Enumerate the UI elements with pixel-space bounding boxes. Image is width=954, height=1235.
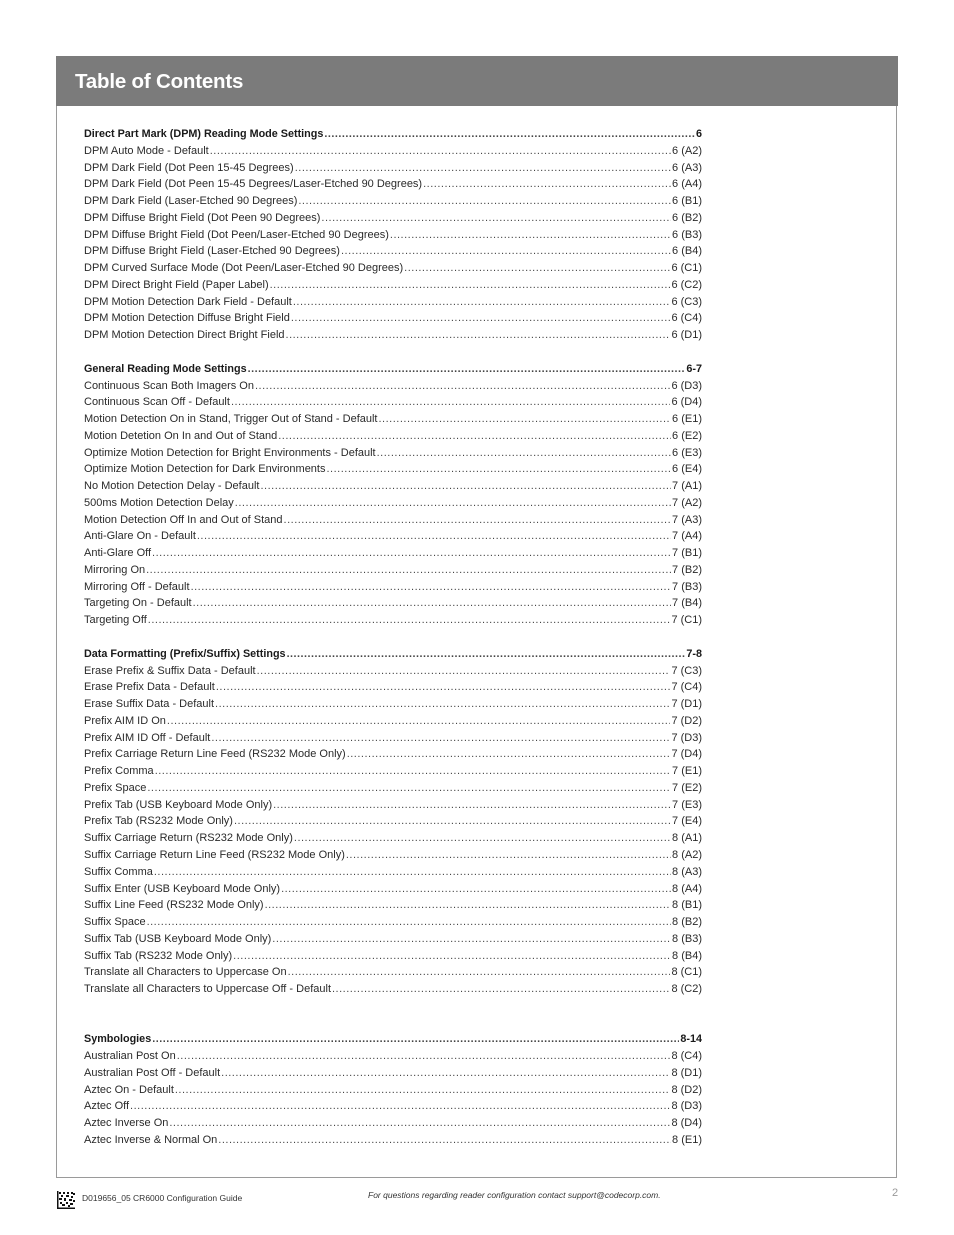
toc-entry-page: 8 (A1): [672, 832, 702, 845]
toc-entry[interactable]: [84, 713, 702, 730]
toc-entry-label: Optimize Motion Detection for Dark Environments: [84, 463, 326, 476]
toc-entry-page: 6 (C1): [671, 262, 702, 275]
toc-entry-label: Optimize Motion Detection for Bright Environments - Default: [84, 446, 376, 459]
toc-entry-page: 8 (D3): [671, 1100, 702, 1113]
toc-entry-page: 6 (A4): [672, 178, 702, 191]
toc-entry-page: 6 (B4): [672, 245, 702, 258]
dot-leader: [260, 478, 671, 495]
dot-leader: [148, 612, 671, 629]
dot-leader: [294, 830, 671, 847]
toc-entry[interactable]: [84, 327, 702, 344]
toc-entry-page: 8 (C1): [671, 966, 702, 979]
toc-entry-page: 7 (E1): [672, 765, 702, 778]
dot-leader: [287, 646, 686, 663]
toc-entry-label: Australian Post On: [84, 1050, 176, 1063]
toc-entry[interactable]: [84, 964, 702, 981]
toc-entry-page: 7 (A2): [672, 496, 702, 509]
toc-entry-label: DPM Diffuse Bright Field (Dot Peen 90 Degrees): [84, 211, 321, 224]
dot-leader: [257, 663, 671, 680]
toc-entry-label: DPM Diffuse Bright Field (Laser-Etched 90 Degrees): [84, 245, 340, 258]
toc-entry-label: Motion Detection On in Stand, Trigger Out of Stand - Default: [84, 413, 378, 426]
toc-entry-page: 8 (E1): [672, 1133, 702, 1146]
toc-entry-page: 7 (A4): [672, 530, 702, 543]
toc-header-bar: [56, 56, 898, 106]
toc-entry-label: DPM Auto Mode - Default: [84, 144, 209, 157]
toc-entry[interactable]: [84, 696, 702, 713]
toc-entry[interactable]: [84, 176, 702, 193]
toc-entry[interactable]: [84, 143, 702, 160]
toc-entry-page: 8 (B4): [672, 949, 702, 962]
toc-entry-page: 7 (D2): [671, 714, 702, 727]
dot-leader: [146, 562, 671, 579]
dot-leader: [231, 394, 671, 411]
toc-entry[interactable]: [84, 579, 702, 596]
toc-entry[interactable]: [84, 679, 702, 696]
dot-leader: [193, 595, 671, 612]
toc-entry-label: Targeting On - Default: [84, 597, 192, 610]
toc-entry[interactable]: [84, 528, 702, 545]
toc-entry-label: Suffix Comma: [84, 865, 153, 878]
dot-leader: [147, 780, 671, 797]
dot-leader: [218, 1132, 671, 1149]
dot-leader: [377, 445, 671, 462]
toc-entry-page: 8 (A2): [672, 848, 702, 861]
toc-entry[interactable]: [84, 1048, 702, 1065]
toc-entry-page: 6 (E3): [672, 446, 702, 459]
toc-entry-page: 7 (B2): [672, 563, 702, 576]
toc-entry-page: 7 (B4): [672, 597, 702, 610]
dot-leader: [341, 243, 671, 260]
toc-entry[interactable]: [84, 931, 702, 948]
toc-entry-page: 7 (C1): [671, 614, 702, 627]
toc-entry-page: 6 (E1): [672, 413, 702, 426]
dot-leader: [175, 1082, 671, 1099]
dot-leader: [233, 948, 671, 965]
toc-entry-page: 7 (A3): [672, 513, 702, 526]
toc-entry-label: DPM Dark Field (Dot Peen 15-45 Degrees): [84, 161, 294, 174]
toc-entry-label: Suffix Space: [84, 916, 146, 929]
toc-entry[interactable]: [84, 411, 702, 428]
toc-entry-label: Suffix Enter (USB Keyboard Mode Only): [84, 882, 281, 895]
toc-entry[interactable]: [84, 881, 702, 898]
toc-entry-label: Anti-Glare On - Default: [84, 530, 196, 543]
toc-entry[interactable]: [84, 1082, 702, 1099]
toc-entry-label: Translate all Characters to Uppercase On: [84, 966, 287, 979]
toc-entry-page: 6 (D1): [671, 329, 702, 342]
toc-entry-page: 6 (A2): [672, 144, 702, 157]
toc-entry-label: Erase Suffix Data - Default: [84, 698, 215, 711]
dot-leader: [324, 126, 695, 143]
toc-entry-page: 8 (A4): [672, 882, 702, 895]
dot-leader: [278, 428, 671, 445]
dot-leader: [286, 327, 671, 344]
toc-entry[interactable]: [84, 562, 702, 579]
toc-entry-label: Targeting Off: [84, 614, 147, 627]
dot-leader: [423, 176, 671, 193]
toc-entry[interactable]: [84, 512, 702, 529]
toc-entry[interactable]: [84, 260, 702, 277]
toc-section-title: Symbologies: [84, 1033, 152, 1046]
toc-entry[interactable]: [84, 378, 702, 395]
toc-entry-label: Australian Post Off - Default: [84, 1066, 221, 1079]
toc-entry-page: 6 (C2): [671, 278, 702, 291]
dot-leader: [281, 881, 671, 898]
footer-contact-note: For questions regarding reader configuration contact support@codecorp.com.: [368, 1190, 661, 1200]
toc-entry-label: Aztec Inverse On: [84, 1117, 169, 1130]
toc-entry[interactable]: [84, 445, 702, 462]
toc-entry-page: 7 (B3): [672, 580, 702, 593]
toc-entry[interactable]: [84, 394, 702, 411]
toc-entry[interactable]: [84, 663, 702, 680]
toc-entry[interactable]: [84, 193, 702, 210]
toc-section-heading[interactable]: [84, 361, 702, 378]
toc-entry[interactable]: [84, 160, 702, 177]
toc-entry[interactable]: [84, 948, 702, 965]
toc-entry-label: Prefix Comma: [84, 765, 154, 778]
dot-leader: [265, 897, 671, 914]
dot-leader: [177, 1048, 671, 1065]
dot-leader: [379, 411, 672, 428]
dot-leader: [130, 1098, 670, 1115]
toc-entry-label: 500ms Motion Detection Delay: [84, 496, 234, 509]
toc-section-title: Data Formatting (Prefix/Suffix) Settings: [84, 647, 286, 660]
toc-entry-label: Aztec Inverse & Normal On: [84, 1133, 218, 1146]
dot-leader: [221, 1065, 670, 1082]
toc-entry-label: Aztec On - Default: [84, 1083, 174, 1096]
toc-entry[interactable]: [84, 1132, 702, 1149]
toc-entry-label: Continuous Scan Both Imagers On: [84, 379, 254, 392]
toc-section-heading[interactable]: [84, 1031, 702, 1048]
toc-entry-label: DPM Motion Detection Direct Bright Field: [84, 329, 285, 342]
table-of-contents: [84, 126, 702, 1149]
toc-section-heading[interactable]: [84, 126, 702, 143]
dot-leader: [346, 847, 671, 864]
toc-entry-label: Suffix Tab (USB Keyboard Mode Only): [84, 932, 272, 945]
toc-entry-page: 6 (E4): [672, 463, 702, 476]
toc-entry-page: 7 (A1): [672, 480, 702, 493]
toc-entry-page: 8 (D1): [671, 1066, 702, 1079]
toc-entry[interactable]: [84, 1098, 702, 1115]
dot-leader: [291, 310, 671, 327]
toc-entry[interactable]: [84, 763, 702, 780]
toc-entry-label: Erase Prefix Data - Default: [84, 681, 215, 694]
toc-section-title: Direct Part Mark (DPM) Reading Mode Settings: [84, 128, 324, 140]
dot-leader: [235, 495, 671, 512]
toc-entry-label: Mirroring Off - Default: [84, 580, 190, 593]
toc-entry-page: 7 (B1): [672, 547, 702, 560]
toc-entry[interactable]: [84, 243, 702, 260]
toc-entry[interactable]: [84, 495, 702, 512]
toc-entry-page: 6 (A3): [672, 161, 702, 174]
dot-leader: [255, 378, 670, 395]
toc-entry[interactable]: [84, 310, 702, 327]
dot-leader: [284, 512, 672, 529]
dot-leader: [147, 914, 671, 931]
toc-entry-label: Prefix AIM ID On: [84, 714, 166, 727]
dot-leader: [321, 210, 671, 227]
toc-entry-page: 6 (B1): [672, 195, 702, 208]
toc-entry-page: 7 (E2): [672, 781, 702, 794]
toc-section-page: 7-8: [686, 647, 702, 660]
toc-entry-page: 7 (E3): [672, 798, 702, 811]
toc-entry-page: 7 (D3): [671, 731, 702, 744]
toc-entry-page: 6 (D3): [671, 379, 702, 392]
dot-leader: [155, 763, 671, 780]
dot-leader: [216, 679, 671, 696]
dot-leader: [167, 713, 671, 730]
dot-leader: [234, 813, 671, 830]
toc-entry[interactable]: [84, 428, 702, 445]
dot-leader: [295, 160, 671, 177]
toc-entry-page: 8 (C2): [671, 983, 702, 996]
dot-leader: [298, 193, 671, 210]
toc-entry-label: Prefix Tab (USB Keyboard Mode Only): [84, 798, 273, 811]
toc-entry-page: 6 (E2): [672, 429, 702, 442]
toc-entry-page: 6 (C3): [671, 295, 702, 308]
dot-leader: [210, 143, 671, 160]
dot-leader: [191, 579, 671, 596]
toc-entry[interactable]: [84, 813, 702, 830]
dot-leader: [152, 1031, 679, 1048]
toc-entry-page: 8 (B3): [672, 932, 702, 945]
dot-leader: [169, 1115, 670, 1132]
toc-entry-label: DPM Curved Surface Mode (Dot Peen/Laser-Etched 90 Degrees): [84, 262, 404, 275]
toc-entry[interactable]: [84, 277, 702, 294]
toc-entry-page: 8 (D4): [671, 1117, 702, 1130]
dot-leader: [270, 277, 671, 294]
toc-entry[interactable]: [84, 294, 702, 311]
dot-leader: [248, 361, 686, 378]
toc-entry-label: Prefix Tab (RS232 Mode Only): [84, 815, 233, 828]
toc-entry-page: 8 (A3): [672, 865, 702, 878]
toc-entry[interactable]: [84, 797, 702, 814]
toc-entry[interactable]: [84, 780, 702, 797]
toc-section-page: 8-14: [680, 1033, 702, 1046]
toc-entry[interactable]: [84, 730, 702, 747]
toc-entry-label: DPM Motion Detection Diffuse Bright Field: [84, 312, 290, 325]
toc-entry-page: 6 (C4): [671, 312, 702, 325]
toc-entry-page: 7 (E4): [672, 815, 702, 828]
dot-leader: [211, 730, 670, 747]
toc-entry-page: 8 (C4): [671, 1050, 702, 1063]
toc-entry-label: No Motion Detection Delay - Default: [84, 480, 260, 493]
section-spacer: [84, 998, 702, 1032]
toc-section-page: 6-7: [686, 362, 702, 375]
toc-entry-page: 6 (B3): [672, 228, 702, 241]
dot-leader: [152, 545, 671, 562]
toc-entry-label: Translate all Characters to Uppercase Off - Default: [84, 983, 331, 996]
toc-entry[interactable]: [84, 227, 702, 244]
toc-entry-label: Suffix Tab (RS232 Mode Only): [84, 949, 233, 962]
toc-entry[interactable]: [84, 981, 702, 998]
toc-entry-page: 6 (D4): [671, 396, 702, 409]
dot-leader: [197, 528, 671, 545]
toc-entry-label: Prefix Carriage Return Line Feed (RS232 Mode Only): [84, 748, 346, 761]
toc-entry-label: Motion Detection Off In and Out of Stand: [84, 513, 283, 526]
toc-entry-label: Suffix Carriage Return (RS232 Mode Only): [84, 832, 293, 845]
dot-leader: [404, 260, 670, 277]
toc-section-title: General Reading Mode Settings: [84, 362, 247, 375]
toc-entry-label: Continuous Scan Off - Default: [84, 396, 230, 409]
toc-entry-label: Suffix Carriage Return Line Feed (RS232 Mode Only): [84, 848, 345, 861]
toc-entry[interactable]: [84, 914, 702, 931]
section-spacer: [84, 629, 702, 646]
toc-entry[interactable]: [84, 897, 702, 914]
toc-entry[interactable]: [84, 830, 702, 847]
toc-entry-page: 7 (C3): [671, 664, 702, 677]
toc-entry-page: 6 (B2): [672, 211, 702, 224]
data-matrix-code-icon: [57, 1191, 75, 1209]
section-spacer: [84, 344, 702, 361]
page-title: Table of Contents: [75, 70, 244, 93]
dot-leader: [326, 461, 671, 478]
dot-leader: [154, 864, 671, 881]
toc-entry-label: DPM Direct Bright Field (Paper Label): [84, 278, 269, 291]
toc-entry-label: DPM Dark Field (Laser-Etched 90 Degrees): [84, 195, 298, 208]
toc-entry-label: Prefix Space: [84, 781, 147, 794]
dot-leader: [293, 294, 671, 311]
toc-entry-label: Aztec Off: [84, 1100, 130, 1113]
page-number: 2: [892, 1187, 899, 1199]
dot-leader: [347, 746, 671, 763]
toc-entry-page: 8 (B1): [672, 899, 702, 912]
toc-entry[interactable]: [84, 210, 702, 227]
toc-entry[interactable]: [84, 595, 702, 612]
toc-entry-label: Prefix AIM ID Off - Default: [84, 731, 211, 744]
toc-entry-label: Motion Detetion On In and Out of Stand: [84, 429, 278, 442]
toc-section-page: 6: [695, 128, 702, 140]
footer-document-id: D019656_05 CR6000 Configuration Guide: [82, 1193, 243, 1203]
dot-leader: [288, 964, 671, 981]
dot-leader: [215, 696, 670, 713]
toc-entry-label: Suffix Line Feed (RS232 Mode Only): [84, 899, 264, 912]
toc-entry[interactable]: [84, 612, 702, 629]
toc-entry-page: 7 (D1): [671, 698, 702, 711]
toc-entry-page: 8 (D2): [671, 1083, 702, 1096]
toc-entry[interactable]: [84, 1115, 702, 1132]
toc-entry-label: Erase Prefix & Suffix Data - Default: [84, 664, 256, 677]
toc-entry-page: 7 (D4): [671, 748, 702, 761]
toc-entry[interactable]: [84, 461, 702, 478]
toc-entry[interactable]: [84, 746, 702, 763]
toc-entry-label: Mirroring On: [84, 563, 146, 576]
toc-entry-page: 8 (B2): [672, 916, 702, 929]
dot-leader: [332, 981, 670, 998]
toc-entry[interactable]: [84, 545, 702, 562]
toc-entry[interactable]: [84, 478, 702, 495]
toc-entry-label: Anti-Glare Off: [84, 547, 152, 560]
dot-leader: [273, 797, 671, 814]
toc-entry[interactable]: [84, 864, 702, 881]
toc-entry-page: 7 (C4): [671, 681, 702, 694]
toc-entry-label: DPM Motion Detection Dark Field - Default: [84, 295, 292, 308]
toc-entry-label: DPM Diffuse Bright Field (Dot Peen/Laser-Etched 90 Degrees): [84, 228, 389, 241]
dot-leader: [390, 227, 671, 244]
toc-entry[interactable]: [84, 847, 702, 864]
toc-entry[interactable]: [84, 1065, 702, 1082]
dot-leader: [272, 931, 671, 948]
toc-section-heading[interactable]: [84, 646, 702, 663]
toc-entry-label: DPM Dark Field (Dot Peen 15-45 Degrees/Laser-Etched 90 Degrees): [84, 178, 423, 191]
